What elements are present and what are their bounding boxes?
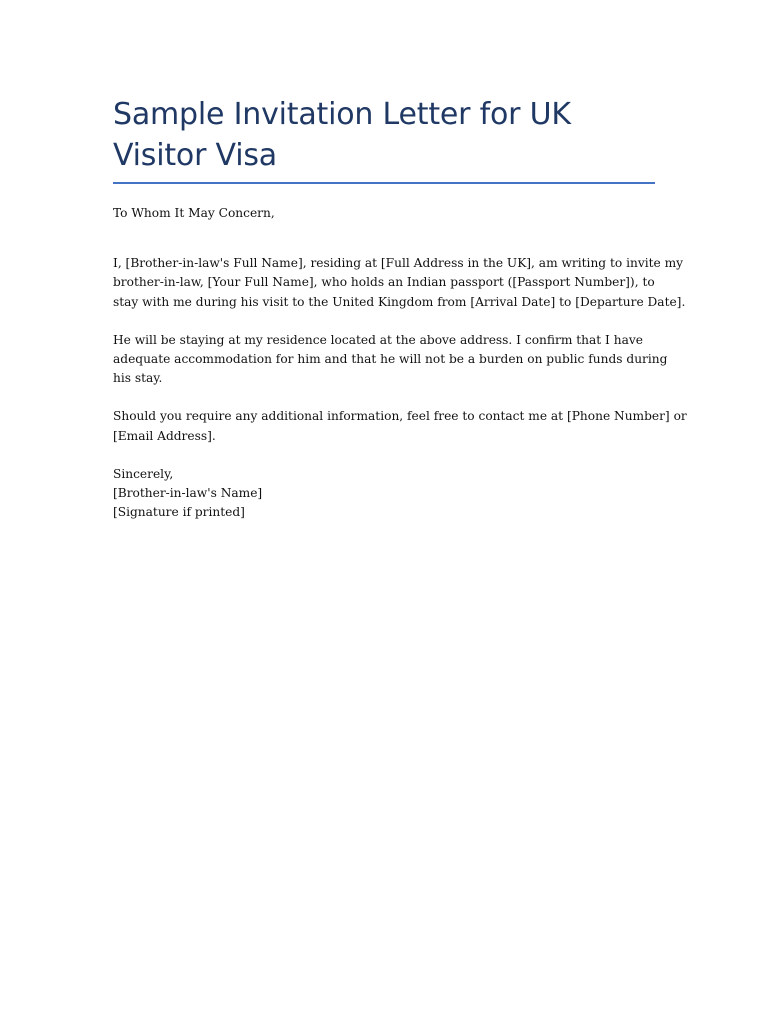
paragraph-line: Should you require any additional information, feel free to contact me at [Phone Number] or <box>113 409 687 424</box>
closing-line-sincerely: Sincerely, <box>113 466 174 481</box>
paragraph-line: [Email Address]. <box>113 428 216 443</box>
paragraph-line: adequate accommodation for him and that he will not be a burden on public funds during <box>113 352 668 367</box>
paragraph-line: He will be staying at my residence located at the above address. I confirm that I have <box>113 332 643 347</box>
paragraph-line: brother-in-law, [Your Full Name], who holds an Indian passport ([Passport Number]), to <box>113 275 655 290</box>
closing-line-signature: [Signature if printed] <box>113 505 245 520</box>
paragraph-line: I, [Brother-in-law's Full Name], residing at [Full Address in the UK], am writing to invite my <box>113 256 684 271</box>
paragraph-contact <box>113 407 687 445</box>
salutation: To Whom It May Concern, <box>113 206 275 220</box>
paragraph-line: his stay. <box>113 371 163 386</box>
title-underline-rule <box>113 182 655 184</box>
paragraph-line: stay with me during his visit to the United Kingdom from [Arrival Date] to [Departure Date]. <box>113 294 686 309</box>
paragraph-invitation <box>113 254 686 312</box>
closing-line-name: [Brother-in-law's Name] <box>113 486 263 501</box>
letter-content <box>113 94 687 522</box>
closing-block <box>113 465 658 523</box>
paragraph-accommodation <box>113 331 668 389</box>
document-title: Sample Invitation Letter for UK Visitor Visa <box>113 97 571 173</box>
